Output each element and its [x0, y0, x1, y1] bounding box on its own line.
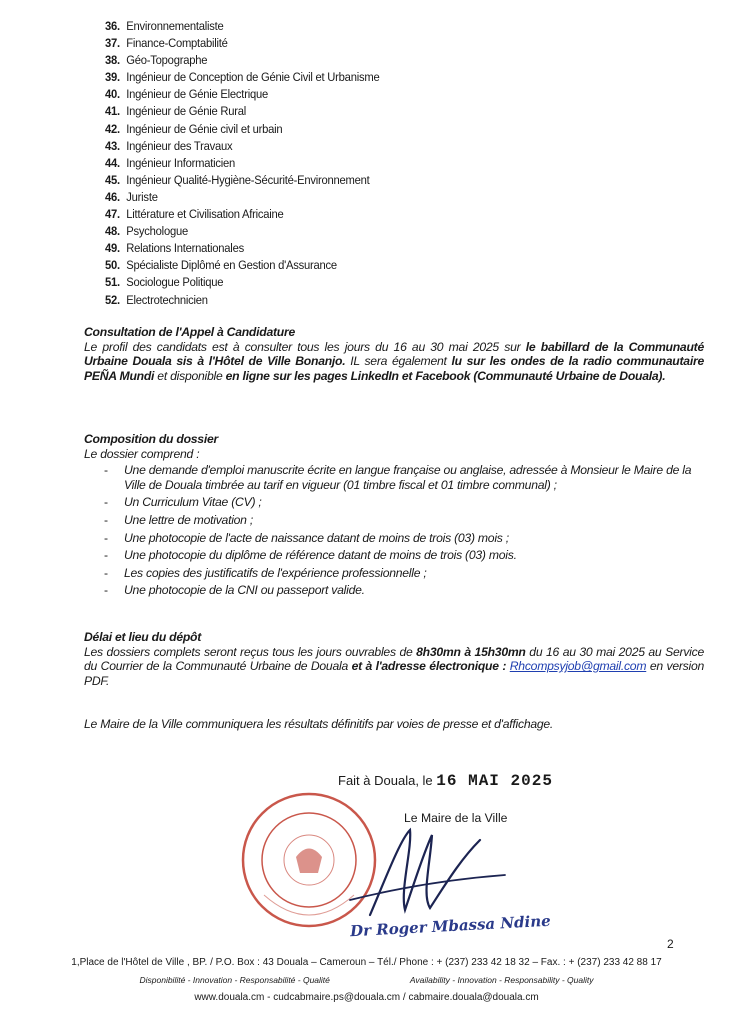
composition-intro: Le dossier comprend :: [84, 446, 200, 461]
footer-motto: Disponibilité - Innovation - Responsabilité - Qualité Availability - Innovation - Responsability - Quality: [139, 975, 594, 985]
list-item: - Une photocopie de l'acte de naissance datant de moins de trois (03) mois ;: [104, 531, 704, 546]
list-item: 51. Sociologue Politique: [105, 275, 224, 290]
delai-heading: Délai et lieu du dépôt: [84, 630, 202, 644]
mayor-title: Le Maire de la Ville: [404, 811, 508, 825]
list-item: 43. Ingénieur des Travaux: [105, 138, 233, 153]
list-item: - Les copies des justificatifs de l'expérience professionnelle ;: [104, 566, 704, 581]
list-item: 50. Spécialiste Diplômé en Gestion d'Assurance: [105, 258, 337, 273]
composition-section: [84, 432, 704, 598]
signatory-name: Dr Roger Mbassa Ndine: [349, 911, 552, 941]
list-item: 40. Ingénieur de Génie Electrique: [105, 87, 268, 102]
signature-icon: [330, 820, 510, 930]
list-item: - Une lettre de motivation ;: [104, 513, 704, 528]
signature-date: 16 MAI 2025: [436, 772, 553, 790]
list-item: 48. Psychologue: [105, 224, 188, 239]
consultation-text: Le profil des candidats est à consulter tous les jours du 16 au 30 mai 2025 sur le babillard de la Communauté Urbaine Douala sis à l'Hôtel de Ville Bonanjo. IL sera également lu sur les ondes de la radio communautaire PEÑA Mundi et disponible en ligne sur les pages LinkedIn et Facebook (Communauté Urbaine de Douala).: [84, 339, 704, 383]
email-link[interactable]: Rhcompsyjob@gmail.com: [509, 659, 647, 674]
consultation-heading: Consultation de l'Appel à Candidature: [84, 325, 296, 339]
list-item: 41. Ingénieur de Génie Rural: [105, 104, 247, 119]
closing-text: Le Maire de la Ville communiquera les résultats définitifs par voies de presse et d'affichage.: [84, 717, 554, 731]
footer-contact: www.douala.cm - cudcabmaire.ps@douala.cm / cabmaire.douala@douala.cm: [194, 992, 539, 1003]
list-item: - Un Curriculum Vitae (CV) ;: [104, 495, 704, 510]
profession-list: [105, 18, 379, 309]
list-item: 37. Finance-Comptabilité: [105, 36, 228, 51]
delai-section: [84, 630, 704, 688]
list-item: 38. Géo-Topographe: [105, 53, 208, 68]
list-item: 45. Ingénieur Qualité-Hygiène-Sécurité-Environnement: [105, 172, 370, 187]
list-item: 44. Ingénieur Informaticien: [105, 155, 236, 170]
list-item: 52. Electrotechnicien: [105, 292, 208, 307]
page-number: 2: [667, 937, 674, 951]
documents-list: [84, 463, 704, 598]
delai-text: Les dossiers complets seront reçus tous les jours ouvrables de 8h30mn à 15h30mn du 16 au 30 mai 2025 au Service du Courrier de la Communauté Urbaine de Douala et à l'adresse électronique : Rhcompsyjob@gmail.com en version PDF.: [84, 644, 705, 688]
place-date: Fait à Douala, le 16 MAI 2025: [338, 772, 553, 790]
list-item: 39. Ingénieur de Conception de Génie Civil et Urbanisme: [105, 70, 380, 85]
list-item: - Une demande d'emploi manuscrite écrite en langue française ou anglaise, adressée à Monsieur le Maire de la Ville de Douala timbrée au tarif en vigueur (01 timbre fiscal et 01 timbre communal) ;: [104, 463, 704, 492]
list-item: 36. Environnementaliste: [105, 19, 224, 33]
consultation-section: [84, 325, 704, 383]
list-item: 49. Relations Internationales: [105, 241, 244, 256]
list-item: - Une photocopie du diplôme de référence datant de moins de trois (03) mois.: [104, 548, 704, 563]
list-item: 42. Ingénieur de Génie civil et urbain: [105, 121, 283, 136]
list-item: 47. Littérature et Civilisation Africaine: [105, 207, 284, 222]
list-item: 46. Juriste: [105, 189, 158, 204]
list-item: - Une photocopie de la CNI ou passeport valide.: [104, 583, 704, 598]
footer-address: 1,Place de l'Hôtel de Ville , BP. / P.O. Box : 43 Douala – Cameroun – Tél./ Phone : + (237) 233 42 18 32 – Fax. : + (237) 233 42 88 17: [71, 957, 662, 968]
composition-heading: Composition du dossier: [84, 432, 218, 446]
